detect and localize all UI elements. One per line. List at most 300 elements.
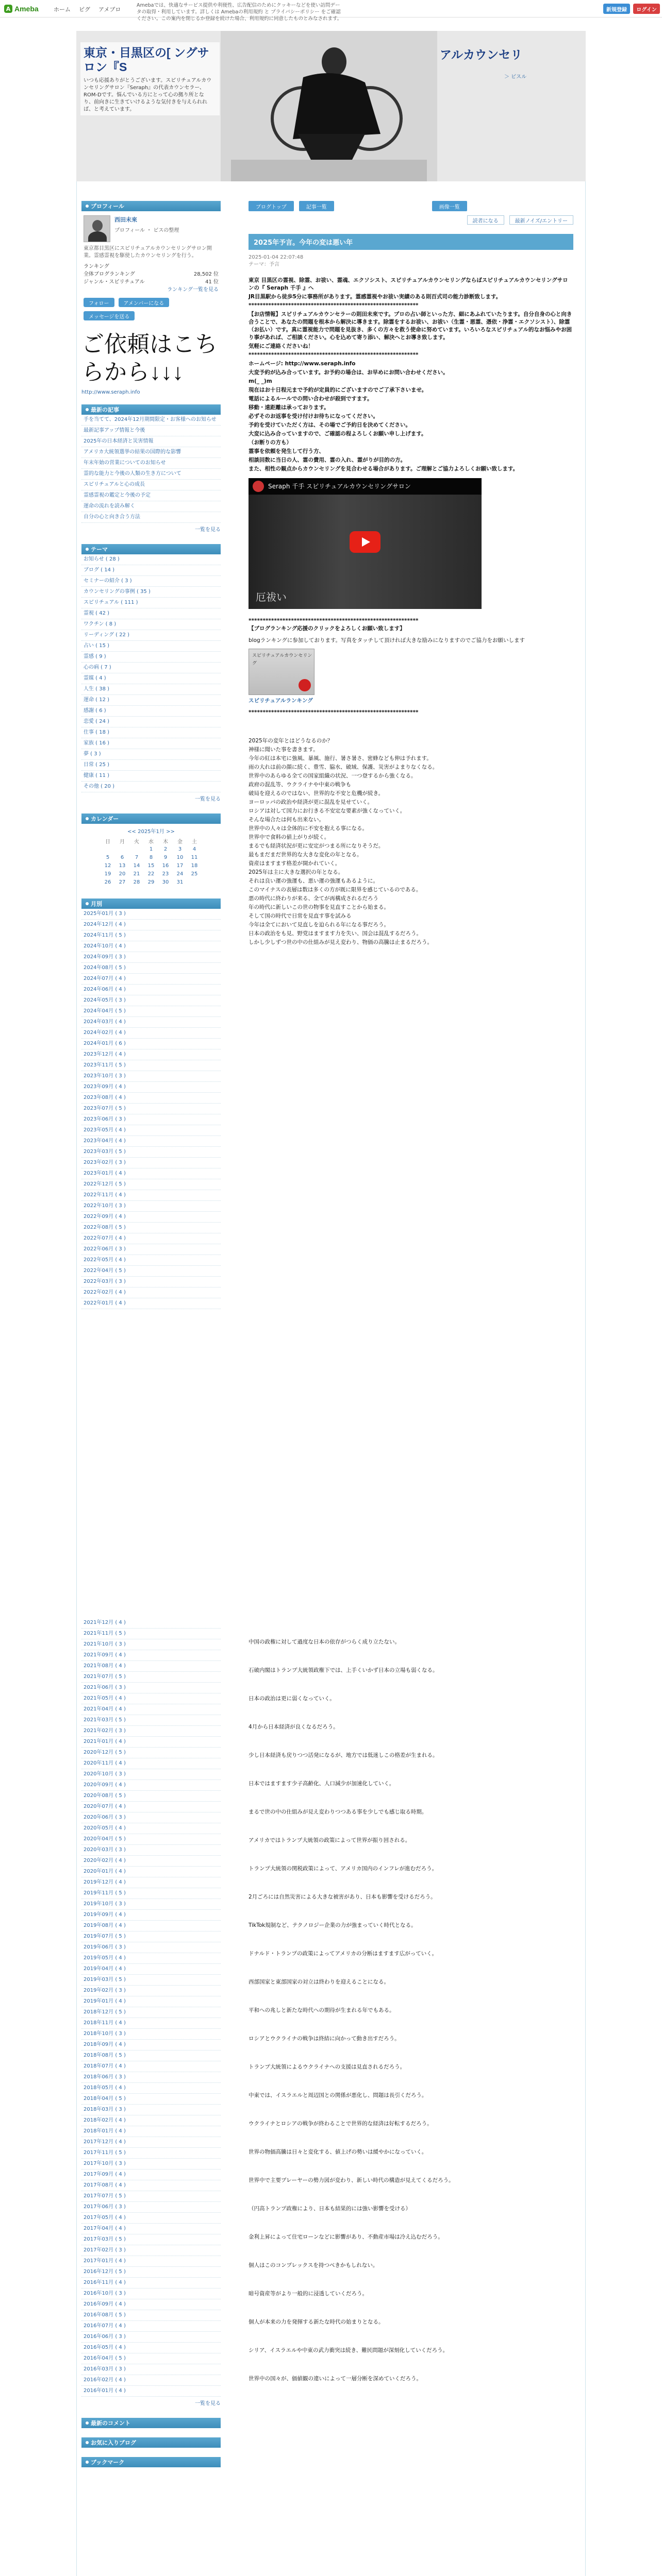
archive-heading-label: 月別 [91, 901, 102, 907]
archive-link[interactable]: 2022年11月 ( 4 ) [81, 1190, 221, 1201]
calendar-day[interactable]: 29 [147, 879, 155, 885]
archive-link[interactable]: 2020年03月 ( 3 ) [81, 1845, 221, 1856]
calendar-day[interactable]: 26 [104, 879, 111, 885]
archive-link[interactable]: 2016年04月 ( 5 ) [81, 2353, 221, 2364]
ranking-banner[interactable] [249, 649, 315, 695]
rank-label[interactable]: 全体ブログランキング [84, 272, 135, 277]
archive-link[interactable]: 2017年04月 ( 4 ) [81, 2224, 221, 2234]
archive-list-continued [81, 1618, 221, 2397]
calendar-day[interactable]: 18 [191, 862, 198, 869]
archive-link[interactable]: 2016年07月 ( 4 ) [81, 2321, 221, 2332]
archive-link[interactable]: 2021年04月 ( 4 ) [81, 1704, 221, 1715]
entry-line: 西部国家と東部国家の対立は終わりを迎えることになる。 [249, 1979, 389, 1985]
archive-more-link[interactable]: 一覧を見る [195, 2401, 221, 2406]
calendar-dow: 土 [192, 839, 197, 845]
recent-heading [81, 404, 221, 415]
entry-line: 中東では、イスラエルと周辺国との関係が悪化し、問題は長引くだろう。 [249, 2092, 427, 2098]
archive-link[interactable]: 2019年07月 ( 5 ) [81, 1931, 221, 1942]
archive-link[interactable]: 2018年08月 ( 5 ) [81, 2050, 221, 2061]
entry-line: 資産はますます格差が開かれていく。 [249, 860, 341, 867]
archive-link[interactable]: 2024年12月 ( 4 ) [81, 920, 221, 930]
calendar-day[interactable]: 7 [135, 854, 139, 860]
blog-description: いつも応援ありがとうございます。スピリチュアルカウンセリングサロン『Seraph』の代表カウンセラー、ROM-Dです。悩んでいる方にとって心の拠り所となり、前向きに生きていけるような気付きを与えられれば、と考えています。 [84, 78, 212, 112]
theme-link[interactable]: スピリチュアル ( 111 ) [81, 598, 221, 608]
entry-line: 世界中の人々は全体的に不安を抱える事になる。 [249, 825, 368, 832]
intro-line: 【お店情報】スピリチュアルカウンセラーの則田未來です。プロの占い師といった方、細にあふれていたります。自分自身の心と向き合うことで、あなたの問題を根本から解決に導きます。除霊をするお祓い、お祓い（生霊・悪霊、憑依・浄霊・エクソシスト）、除霊（お払い）です。真に霊視能力で問題を見抜き、多くの方々を救う使命に努めています。いろいろなスピリチュアル的なお悩みやお困り事があれば、ご相談ください。心を込めて寄り添い、解決へとお導き致します。 [249, 311, 572, 341]
intro-line: 東京 目黒区の霊視、除霊、お祓い、霊魂、エクソシスト、スピリチュアルカウンセリングならばスピリチュアルカウンセリングサロンの『 Seraph 千手 』へ [249, 277, 568, 291]
intro-line: 相談回数に当日の人、霊の費用、霊の入れ、霊がりが目的の方。 [249, 457, 406, 463]
calendar-day[interactable]: 3 [178, 846, 182, 852]
bullet-icon [86, 2461, 89, 2464]
archive-link[interactable]: 2018年03月 ( 3 ) [81, 2105, 221, 2115]
archive-link[interactable]: 2024年02月 ( 4 ) [81, 1028, 221, 1039]
video-title[interactable]: Seraph 千手 スピリチュアルカウンセリングサロン [268, 482, 411, 490]
archive-link[interactable]: 2019年09月 ( 4 ) [81, 1910, 221, 1921]
archive-link[interactable]: 2023年01月 ( 4 ) [81, 1168, 221, 1179]
archive-link[interactable]: 2018年06月 ( 3 ) [81, 2072, 221, 2083]
entry-meta [249, 254, 573, 268]
entry-line: 今年は全てにおいて見直しを迫られる年になる事だろう。 [249, 922, 389, 928]
archive-link[interactable]: 2020年11月 ( 4 ) [81, 1758, 221, 1769]
entry-line: 世界中で食料の値上がりが続く。 [249, 834, 330, 840]
calendar-day[interactable]: 14 [133, 862, 140, 869]
entry-line: ヨーロッパの政治や経済が更に混乱を見せていく。 [249, 799, 373, 805]
bullet-icon [86, 902, 89, 905]
entry-line: そして国の時代で日常を見直す事を試みる [249, 913, 352, 919]
archive-link[interactable]: 2020年01月 ( 4 ) [81, 1867, 221, 1877]
theme-link[interactable]: お知らせ ( 28 ) [81, 554, 221, 565]
archive-link[interactable]: 2019年06月 ( 3 ) [81, 1942, 221, 1953]
intro-line: 移動・遠距離は承っております。 [249, 404, 329, 411]
latest-entry-button[interactable]: 最新ノイズ/エントリー [509, 215, 573, 225]
themes-more-link[interactable]: 一覧を見る [195, 796, 221, 802]
calendar-day[interactable]: 20 [119, 871, 126, 877]
archive-link[interactable]: 2020年10月 ( 3 ) [81, 1769, 221, 1780]
archive-link[interactable]: 2023年06月 ( 3 ) [81, 1114, 221, 1125]
archive-link[interactable]: 2020年12月 ( 5 ) [81, 1748, 221, 1758]
archive-link[interactable]: 2024年01月 ( 6 ) [81, 1039, 221, 1049]
intro-line: 予約を受けていただく方は、その場でご予約日を決めてください。 [249, 422, 411, 428]
archive-link[interactable]: 2023年12月 ( 4 ) [81, 1049, 221, 1060]
blog-header [76, 31, 586, 181]
archive-link[interactable]: 2023年05月 ( 4 ) [81, 1125, 221, 1136]
bullet-icon [86, 817, 89, 820]
archive-link[interactable]: 2019年02月 ( 3 ) [81, 1986, 221, 1996]
entry-line: しかし少しずつ世の中の仕組みが見え変わり、物価の高騰は止まるだろう。 [249, 939, 433, 945]
request-banner-url[interactable]: http://www.seraph.info [81, 389, 140, 395]
archive-link[interactable]: 2022年04月 ( 5 ) [81, 1266, 221, 1277]
tab-blog-top[interactable]: ブログトップ [249, 201, 294, 211]
archive-link[interactable]: 2021年07月 ( 5 ) [81, 1672, 221, 1683]
archive-link[interactable]: 2019年12月 ( 4 ) [81, 1877, 221, 1888]
header-link[interactable]: ＞ ビスル [504, 74, 527, 80]
archive-link[interactable]: 2021年05月 ( 4 ) [81, 1693, 221, 1704]
calendar-day[interactable]: 19 [104, 871, 111, 877]
calendar-day[interactable]: 17 [176, 862, 184, 869]
theme-link[interactable]: 霊視 ( 42 ) [81, 608, 221, 619]
entry-line: 2025年の変年とはどうなるのか？ [249, 738, 333, 744]
archive-link[interactable]: 2024年08月 ( 5 ) [81, 963, 221, 974]
register-button[interactable]: 新規登録 [603, 4, 630, 14]
archive-link[interactable]: 2016年12月 ( 5 ) [81, 2267, 221, 2278]
profile-heading [81, 201, 221, 211]
archive-link[interactable]: 2020年06月 ( 3 ) [81, 1812, 221, 1823]
intro-line: 大変に込み合っていますので、ご確認の程よろしくお願い申し上げます。 [249, 431, 427, 437]
archive-link[interactable]: 2018年09月 ( 4 ) [81, 2040, 221, 2050]
ameba-logo-icon: A [4, 5, 12, 13]
calendar-day[interactable]: 10 [176, 854, 184, 860]
entry-line: シリア、イスラエルや中東の武力衝突は続き、難民問題が深刻化していくだろう。 [249, 2347, 449, 2353]
archive-link[interactable]: 2021年02月 ( 3 ) [81, 1726, 221, 1737]
archive-link[interactable]: 2021年11月 ( 5 ) [81, 1629, 221, 1639]
entry-line: 日本ではますます少子高齢化、人口減少が加速化していく。 [249, 1781, 395, 1787]
archive-link[interactable]: 2017年03月 ( 5 ) [81, 2234, 221, 2245]
archive-link[interactable]: 2024年11月 ( 5 ) [81, 930, 221, 941]
theme-list [81, 554, 221, 792]
recent-entry-link[interactable]: 2025年の日本経済と災害情報 [81, 436, 221, 447]
entry-line: ウクライナとロシアの戦争が終わることで世界的な経済は好転するだろう。 [249, 2121, 433, 2127]
archive-link[interactable]: 2019年03月 ( 5 ) [81, 1975, 221, 1986]
entry-line: トランプ大統領によるウクライナへの支援は見直されるだろう。 [249, 2064, 406, 2070]
follow-button[interactable]: フォロー [84, 298, 114, 307]
archive-link[interactable]: 2016年06月 ( 3 ) [81, 2332, 221, 2343]
calendar-day[interactable]: 21 [133, 871, 140, 877]
tab-entry-list[interactable]: 記事一覧 [299, 201, 334, 211]
archive-link[interactable]: 2019年05月 ( 4 ) [81, 1953, 221, 1964]
calendar-day[interactable]: 31 [176, 879, 184, 885]
archive-link[interactable]: 2022年06月 ( 3 ) [81, 1244, 221, 1255]
calendar-day[interactable]: 28 [133, 879, 140, 885]
calendar-day[interactable]: 25 [191, 871, 198, 877]
intro-line: ************************************************************ [249, 352, 419, 358]
calendar-day[interactable]: 1 [149, 846, 153, 852]
ameba-logo[interactable] [4, 4, 39, 13]
bookmark-heading [81, 2457, 221, 2467]
archive-link[interactable]: 2016年05月 ( 4 ) [81, 2343, 221, 2353]
archive-link[interactable]: 2020年08月 ( 5 ) [81, 1791, 221, 1802]
archive-link[interactable]: 2018年04月 ( 5 ) [81, 2094, 221, 2105]
ameba-brand: Ameba [14, 5, 39, 13]
amember-button[interactable]: アメンバーになる [119, 298, 170, 307]
theme-link[interactable]: カウンセリングの事例 ( 35 ) [81, 587, 221, 598]
entry-line: 少し日本経済も戻りつつ活発になるが、地方では低迷しこの格差が生まれる。 [249, 1752, 438, 1758]
recent-entry-link[interactable]: 霊感霊視の鑑定と今後の予定 [81, 490, 221, 501]
recent-entry-link[interactable]: アメリカ大統領選挙の結果の国際的な影響 [81, 447, 221, 458]
archive-link[interactable]: 2016年09月 ( 4 ) [81, 2299, 221, 2310]
intro-line: 電話によるルールでの問い合わせが殺到ですます。 [249, 396, 373, 402]
rank-value: 28,502 位 [193, 272, 219, 277]
video-caption: 厄祓い [256, 592, 287, 603]
channel-icon [253, 481, 264, 492]
theme-link[interactable]: 人生 ( 38 ) [81, 684, 221, 695]
play-icon[interactable] [350, 531, 380, 553]
entry-line: 2025年は主に大きな選択の年となる。 [249, 869, 344, 875]
archive-link[interactable]: 2021年06月 ( 3 ) [81, 1683, 221, 1693]
top-nav-home[interactable]: ホーム [54, 6, 71, 13]
calendar-day[interactable]: 5 [106, 854, 110, 860]
tab-image-list[interactable]: 画像一覧 [432, 201, 467, 211]
archive-link[interactable]: 2022年03月 ( 3 ) [81, 1277, 221, 1287]
youtube-embed[interactable] [249, 478, 482, 609]
recent-entry-link[interactable]: 自分の心と向き合う方法 [81, 512, 221, 523]
entry-line: 雨の大れは前の顔に続く、豊雪、脇水、破域、保護、災害がよまりなくなる。 [249, 764, 438, 770]
recent-entry-link[interactable]: スピリチュアルと心の成長 [81, 480, 221, 490]
archive-link[interactable]: 2016年01月 ( 4 ) [81, 2386, 221, 2397]
entry-line: 政府の混乱等、ウクライナや中東の戦争も [249, 782, 352, 788]
login-button[interactable]: ログイン [633, 4, 660, 14]
calendar-day[interactable]: 9 [163, 854, 168, 860]
ranking-title: ランキング [84, 264, 109, 269]
ranking-separator: ************************************************************ [249, 709, 419, 716]
entry-line: 世界中のあらゆる全ての国家組織の状況、一つ登するから強くなる。 [249, 773, 417, 779]
calendar-day[interactable]: 15 [147, 862, 155, 869]
sub-bar [249, 215, 573, 225]
entry-line: ロシアとウクライナの戦争は終結に向かって動き出すだろう。 [249, 2036, 400, 2042]
entry-line: 4月から日本経済が良くなるだろう。 [249, 1724, 339, 1730]
archive-link[interactable]: 2017年09月 ( 4 ) [81, 2170, 221, 2180]
archive-link[interactable]: 2019年01月 ( 4 ) [81, 1996, 221, 2007]
calendar-nav[interactable]: << 2025年1月 >> [127, 829, 175, 835]
ranking-link[interactable]: スピリチュアルランキング [249, 698, 313, 704]
entry-line: まるでも経済状況が更に安定がつまる所になりそうだ。 [249, 843, 384, 849]
archive-link[interactable]: 2024年07月 ( 4 ) [81, 974, 221, 985]
archive-link[interactable]: 2017年06月 ( 3 ) [81, 2202, 221, 2213]
avatar[interactable] [84, 215, 110, 242]
theme-link[interactable]: ワクチン ( 8 ) [81, 619, 221, 630]
theme-link[interactable]: リーディング ( 22 ) [81, 630, 221, 641]
archive-link[interactable]: 2018年02月 ( 4 ) [81, 2115, 221, 2126]
archive-link[interactable]: 2019年10月 ( 3 ) [81, 1899, 221, 1910]
calendar-day[interactable]: 2 [163, 846, 168, 852]
top-nav-ameblo[interactable]: アメブロ [98, 6, 121, 13]
archive-link[interactable]: 2023年07月 ( 5 ) [81, 1104, 221, 1114]
entry-line: ロシアは対して国力にお行きる不安定な要素が強くなっていく。 [249, 808, 406, 814]
archive-link[interactable]: 2022年01月 ( 4 ) [81, 1298, 221, 1309]
ameba-top-bar [0, 0, 662, 22]
archive-link[interactable]: 2022年07月 ( 4 ) [81, 1233, 221, 1244]
calendar-day[interactable]: 8 [149, 854, 153, 860]
theme-link[interactable]: ブログ ( 14 ) [81, 565, 221, 576]
calendar-dow: 日 [105, 839, 110, 845]
profile-sub[interactable]: プロフィール ・ ビスの整理 [114, 228, 179, 233]
archive-link[interactable]: 2019年11月 ( 5 ) [81, 1888, 221, 1899]
archive-link[interactable]: 2018年10月 ( 3 ) [81, 2029, 221, 2040]
archive-link[interactable]: 2023年11月 ( 5 ) [81, 1060, 221, 1071]
recent-entry-link[interactable]: 霊的な能力と今後の人類の生き方について [81, 469, 221, 480]
recent-entry-link[interactable]: 手を当てて、2024年12月期間限定・お客様へのお知らせ [81, 415, 221, 426]
archive-link[interactable]: 2017年02月 ( 3 ) [81, 2245, 221, 2256]
archive-link[interactable]: 2022年12月 ( 5 ) [81, 1179, 221, 1190]
archive-link[interactable]: 2016年11月 ( 4 ) [81, 2278, 221, 2289]
archive-link[interactable]: 2024年06月 ( 4 ) [81, 985, 221, 995]
theme-link[interactable]: 占い ( 15 ) [81, 641, 221, 652]
theme-link[interactable]: 家族 ( 16 ) [81, 738, 221, 749]
archive-link[interactable]: 2016年10月 ( 3 ) [81, 2289, 221, 2299]
theme-link[interactable]: 健康 ( 11 ) [81, 771, 221, 782]
archive-link[interactable]: 2023年08月 ( 4 ) [81, 1093, 221, 1104]
top-nav [54, 5, 121, 13]
archive-link[interactable]: 2021年08月 ( 4 ) [81, 1661, 221, 1672]
entry-body-lines [249, 737, 573, 946]
rank-value: 41 位 [205, 279, 219, 285]
archive-link[interactable]: 2020年02月 ( 4 ) [81, 1856, 221, 1867]
top-nav-pigg[interactable]: ピグ [79, 6, 90, 13]
calendar-day[interactable]: 12 [104, 862, 111, 869]
calendar-dow: 月 [120, 839, 125, 845]
blog-title[interactable]: 東京・目黒区の[ ングサロン『S [84, 46, 209, 74]
entry-line: 金利上昇によって住宅ローンなどに影響があり、不動産市場は冷え込むだろう。 [249, 2234, 443, 2240]
archive-link[interactable]: 2022年10月 ( 3 ) [81, 1201, 221, 1212]
entry-title[interactable]: 2025年予言。今年の変は悪い年 [249, 234, 573, 250]
theme-link[interactable]: 日常 ( 25 ) [81, 760, 221, 771]
archive-link[interactable]: 2019年08月 ( 4 ) [81, 1921, 221, 1931]
recent-entry-link[interactable]: 運命の流れを読み解く [81, 501, 221, 512]
entry-line: （円高トランプ政権により、日本も結果的には強い影響を受ける） [249, 2206, 411, 2212]
archive-link[interactable]: 2023年09月 ( 4 ) [81, 1082, 221, 1093]
calendar-day[interactable]: 23 [162, 871, 169, 877]
archive-link[interactable]: 2021年03月 ( 5 ) [81, 1715, 221, 1726]
entry-line: そんな場合たは何も出来ない。 [249, 817, 324, 823]
calendar-day[interactable]: 30 [162, 879, 169, 885]
main-column [249, 201, 573, 947]
archive-link[interactable]: 2017年01月 ( 4 ) [81, 2256, 221, 2267]
archive-link[interactable]: 2021年12月 ( 4 ) [81, 1618, 221, 1629]
intro-line: また、相性の観点からカウンセリングを見合わせる場合があります。ご理解とご協力よろしくお願い致します。 [249, 466, 519, 472]
archive-link[interactable]: 2025年01月 ( 3 ) [81, 909, 221, 920]
calendar-day [101, 845, 115, 853]
archive-link[interactable]: 2021年09月 ( 4 ) [81, 1650, 221, 1661]
entry-theme[interactable]: テーマ：予言 [249, 262, 279, 267]
calendar [81, 824, 221, 889]
archive-link[interactable]: 2016年08月 ( 5 ) [81, 2310, 221, 2321]
entry-line: このマイナスの表層は数は多くの方が既に限界を感じているのである。 [249, 887, 422, 893]
entry-line: TikTok規制など、テクノロジー企業の力が強まっていく時代となる。 [249, 1922, 417, 1928]
bullet-icon [86, 408, 89, 411]
calendar-day[interactable]: 24 [176, 871, 184, 877]
archive-link[interactable]: 2020年07月 ( 4 ) [81, 1802, 221, 1812]
archive-link[interactable]: 2018年11月 ( 4 ) [81, 2018, 221, 2029]
profile-box [81, 211, 221, 325]
recent-entry-link[interactable]: 最新記事アップ情報と今後 [81, 426, 221, 436]
rank-label[interactable]: ジャンル・スピリチュアル [84, 279, 145, 285]
archive-link[interactable]: 2020年05月 ( 4 ) [81, 1823, 221, 1834]
archive-link[interactable]: 2024年03月 ( 4 ) [81, 1017, 221, 1028]
comments-heading-label: 最新のコメント [91, 2420, 130, 2427]
theme-link[interactable]: 心の病 ( 7 ) [81, 663, 221, 673]
profile-name[interactable]: 西田未來 [114, 216, 137, 223]
blog-title-right: アルカウンセリ [440, 48, 523, 61]
ranking-more-link[interactable]: ランキング一覧を見る [167, 287, 219, 293]
ranking-banner-label: スピリチュアルカウンセリング [252, 653, 312, 666]
calendar-day[interactable]: 22 [147, 871, 155, 877]
archive-link[interactable]: 2022年05月 ( 4 ) [81, 1255, 221, 1266]
archive-link[interactable]: 2018年01月 ( 4 ) [81, 2126, 221, 2137]
calendar-day[interactable]: 13 [119, 862, 126, 869]
theme-link[interactable]: 霊媒 ( 4 ) [81, 673, 221, 684]
theme-link[interactable]: 運命 ( 12 ) [81, 695, 221, 706]
archive-link[interactable]: 2024年04月 ( 5 ) [81, 1006, 221, 1017]
archive-link[interactable]: 2016年03月 ( 3 ) [81, 2364, 221, 2375]
archive-link[interactable]: 2017年08月 ( 4 ) [81, 2180, 221, 2191]
archive-link[interactable]: 2023年10月 ( 3 ) [81, 1071, 221, 1082]
sidebar [81, 201, 221, 1309]
archive-link[interactable]: 2016年02月 ( 4 ) [81, 2375, 221, 2386]
archive-link[interactable]: 2021年10月 ( 3 ) [81, 1639, 221, 1650]
theme-heading [81, 544, 221, 554]
intro-line: 必ずそのお返事を受け付けお待ちになってください。 [249, 413, 378, 419]
comments-heading [81, 2418, 221, 2428]
theme-link[interactable]: 霊感 ( 9 ) [81, 652, 221, 663]
entry-line: 悪の時代に終わりが来る、全てが再構成されるだろう [249, 895, 378, 902]
archive-link[interactable]: 2023年04月 ( 4 ) [81, 1136, 221, 1147]
theme-link[interactable]: セミナーの紹介 ( 3 ) [81, 576, 221, 587]
archive-link[interactable]: 2020年04月 ( 5 ) [81, 1834, 221, 1845]
entry-line: 破局を迎えるのではない、世界的な不安と危機が続き。 [249, 790, 384, 796]
calendar-day[interactable]: 11 [191, 854, 198, 860]
entry-line: アメリカではトランプ大統領の政策によって世界が振り回される。 [249, 1837, 411, 1843]
archive-link[interactable]: 2017年11月 ( 5 ) [81, 2148, 221, 2159]
bullet-icon [86, 2421, 89, 2425]
theme-link[interactable]: 恋愛 ( 24 ) [81, 717, 221, 727]
archive-link[interactable]: 2022年08月 ( 5 ) [81, 1223, 221, 1233]
entry-line: 個人が本来の力を発揮する新たな時代の始まりとなる。 [249, 2319, 384, 2325]
entry-line: 年の時代に新しいこの世の物事を見直すことから始まる。 [249, 904, 389, 910]
bookmark-heading-label: ブックマーク [91, 2459, 125, 2466]
archive-link[interactable]: 2024年09月 ( 3 ) [81, 952, 221, 963]
message-button[interactable]: メッセージを送る [84, 311, 135, 320]
entry-line: 中国の政権に対して過度な日本の依存がつらく成り立たない。 [249, 1639, 400, 1645]
theme-link[interactable]: 夢 ( 3 ) [81, 749, 221, 760]
entry-intro [249, 277, 573, 473]
recent-entry-link[interactable]: 年末年始の営業についてのお知らせ [81, 458, 221, 469]
archive-link[interactable]: 2023年02月 ( 3 ) [81, 1158, 221, 1168]
calendar-day[interactable]: 4 [192, 846, 196, 852]
archive-link[interactable]: 2017年12月 ( 4 ) [81, 2137, 221, 2148]
archive-link[interactable]: 2022年02月 ( 4 ) [81, 1287, 221, 1298]
archive-link[interactable]: 2021年01月 ( 4 ) [81, 1737, 221, 1748]
intro-line: 大変予約が込み合っています。お予約の場合は、お早めにお問い合わせください。 [249, 369, 449, 376]
recent-more-link[interactable]: 一覧を見る [195, 527, 221, 533]
archive-link[interactable]: 2024年10月 ( 4 ) [81, 941, 221, 952]
archive-link[interactable]: 2022年09月 ( 4 ) [81, 1212, 221, 1223]
calendar-day[interactable]: 6 [120, 854, 124, 860]
calendar-day[interactable]: 27 [119, 879, 126, 885]
archive-link[interactable]: 2017年05月 ( 4 ) [81, 2213, 221, 2224]
ranking-promo-text: blogランキングに参加しております。写真をタッチして頂ければ大きな励みになりますのでご協力をお願いします [249, 637, 525, 643]
archive-link[interactable]: 2023年03月 ( 5 ) [81, 1147, 221, 1158]
theme-link[interactable]: その他 ( 20 ) [81, 782, 221, 792]
archive-link[interactable]: 2019年04月 ( 4 ) [81, 1964, 221, 1975]
archive-link[interactable]: 2020年09月 ( 4 ) [81, 1780, 221, 1791]
calendar-day[interactable]: 16 [162, 862, 169, 869]
theme-link[interactable]: 仕事 ( 18 ) [81, 727, 221, 738]
theme-link[interactable]: 感謝 ( 6 ) [81, 706, 221, 717]
calendar-heading [81, 814, 221, 824]
archive-link[interactable]: 2017年10月 ( 3 ) [81, 2159, 221, 2170]
archive-link[interactable]: 2024年05月 ( 3 ) [81, 995, 221, 1006]
request-banner[interactable]: ご依頼はこちらから↓↓↓ [81, 332, 218, 385]
intro-line: 現在はお十日程元まで予約が定員的にございますのでご了承下さいませ。 [249, 387, 427, 393]
archive-link[interactable]: 2018年07月 ( 4 ) [81, 2061, 221, 2072]
archive-link[interactable]: 2018年05月 ( 4 ) [81, 2083, 221, 2094]
profile-text: 東京都目黒区にスピリチュアルカウンセリングサロン開業。霊感霊視を駆使したカウンセリングを行う。 [84, 246, 212, 259]
calendar-dow: 火 [134, 839, 139, 845]
entry-body [249, 277, 573, 946]
archive-link[interactable]: 2017年07月 ( 5 ) [81, 2191, 221, 2202]
reader-button[interactable]: 読者になる [467, 215, 504, 225]
archive-link[interactable]: 2018年12月 ( 5 ) [81, 2007, 221, 2018]
favorites-heading [81, 2437, 221, 2448]
